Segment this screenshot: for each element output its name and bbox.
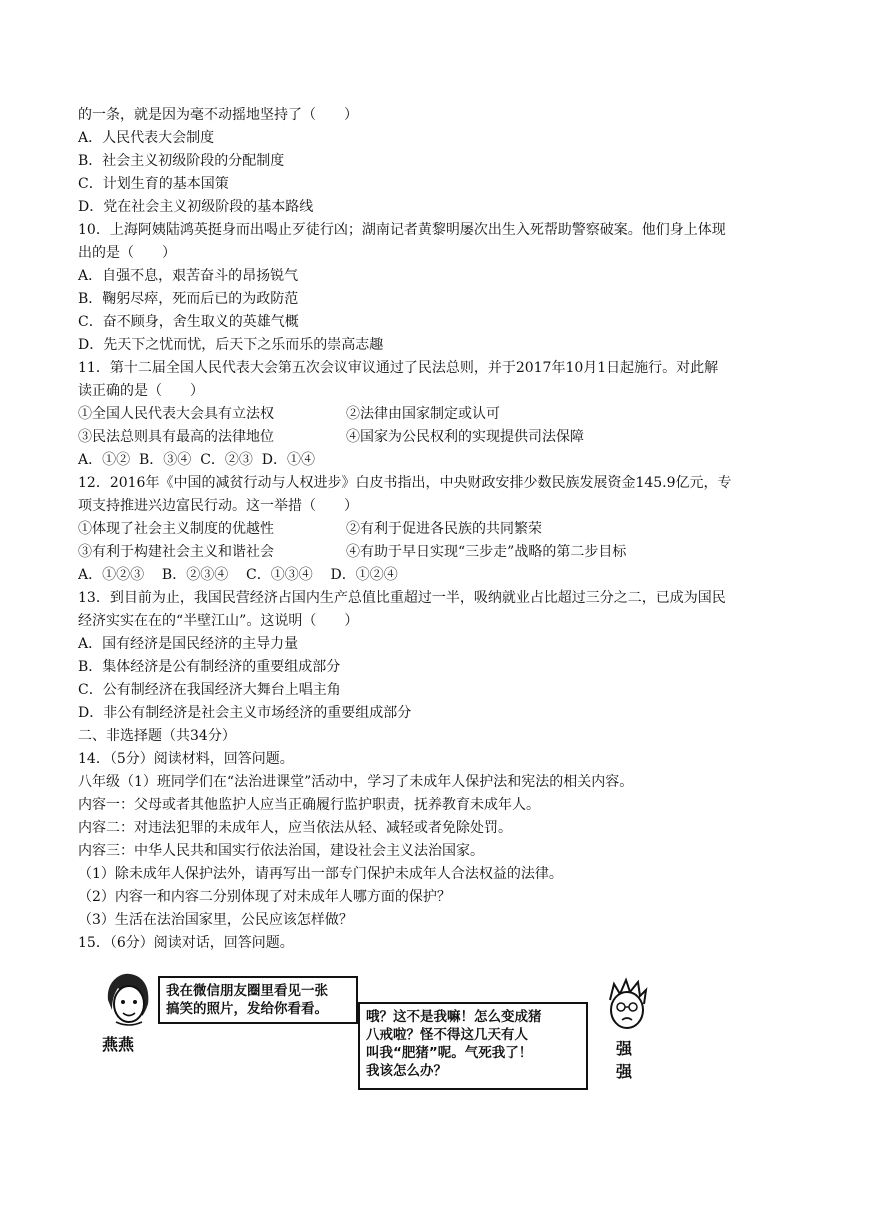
option-line: C．公有制经济在我国经济大舞台上唱主角 — [78, 682, 341, 698]
speaker-left-name: 燕燕 — [102, 1035, 135, 1054]
q12-statement: ④有助于早日实现“三步走”战略的第二步目标 — [346, 544, 627, 560]
option-line: A．人民代表大会制度 — [78, 130, 215, 146]
option-line: B．鞠躬尽瘁，死而后已的为政防范 — [78, 291, 299, 307]
speaker-right-name: 强强 — [616, 1039, 633, 1081]
q11-statements-row — [78, 403, 794, 426]
q11-statement: ①全国人民代表大会具有立法权 — [78, 406, 274, 422]
text-line: 13．到目前为止，我国民营经济占国内生产总值比重超过一半，吸纳就业占比超过三分之二，已成为国民 — [78, 590, 726, 606]
boy-face-icon — [598, 976, 654, 1036]
option-line: D．先天下之忧而忧，后天下之乐而乐的崇高志趣 — [78, 337, 384, 353]
question-11-stem: 11．第十二届全国人民代表大会第五次会议审议通过了民法总则，并于2017年10月1日起施行。对此解 — [78, 360, 719, 376]
question-11-stem-cont: 读正确的是（ ） — [78, 383, 204, 399]
option-line: A．自强不息，艰苦奋斗的昂扬锐气 — [78, 268, 299, 284]
question-10-stem-cont: 出的是（ ） — [78, 245, 176, 261]
question-12-stem: 12．2016年《中国的减贫行动与人权进步》白皮书指出，中央财政安排少数民族发展资金145.9亿元，专 — [78, 475, 732, 491]
bubble-line: 哦？这不是我嘛！怎么变成猪 — [366, 1009, 542, 1025]
q12-choices: A．①②③ B．②③④ C．①③④ D．①②④ — [78, 567, 398, 583]
material-line: 内容三：中华人民共和国实行依法治国，建设社会主义法治国家。 — [78, 843, 484, 859]
q11-statement: ④国家为公民权利的实现提供司法保障 — [346, 429, 584, 445]
question-14-stem: 14．（5分）阅读材料，回答问题。 — [78, 751, 294, 767]
bubble-line: 我该怎么办？ — [366, 1063, 447, 1079]
text-line: 经济实实在在的“半壁江山”。这说明（ ） — [78, 613, 359, 629]
q12-statement: ③有利于构建社会主义和谐社会 — [78, 544, 274, 560]
q11-choices: A．①② B．③④ C．②③ D．①④ — [78, 452, 316, 468]
option-line: D．党在社会主义初级阶段的基本路线 — [78, 199, 314, 215]
option-line: C．奋不顾身，舍生取义的英雄气概 — [78, 314, 299, 330]
option-line: A．国有经济是国民经济的主导力量 — [78, 636, 299, 652]
option-line: C．计划生育的基本国策 — [78, 176, 229, 192]
question-10-stem: 10．上海阿姨陆鸿英挺身而出喝止歹徒行凶；湖南记者黄黎明屡次出生入死帮助警察破案。他们身上体现 — [78, 222, 726, 238]
section-heading: 二、非选择题（共34分） — [78, 728, 236, 744]
q12-statements-row — [78, 541, 794, 564]
q11-statements-row — [78, 426, 794, 449]
option-line: D．非公有制经济是社会主义市场经济的重要组成部分 — [78, 705, 412, 721]
girl-face-icon — [100, 970, 156, 1030]
question-15-stem: 15．（6分）阅读对话，回答问题。 — [78, 935, 294, 951]
sub-question: （2）内容一和内容二分别体现了对未成年人哪方面的保护？ — [78, 889, 451, 905]
q11-statement: ③民法总则具有最高的法律地位 — [78, 429, 274, 445]
comic-dialogue — [96, 964, 633, 1096]
bubble-line: 八戒啦？怪不得这几天有人 — [366, 1027, 528, 1043]
option-line: B．社会主义初级阶段的分配制度 — [78, 153, 285, 169]
material-line: 八年级（1）班同学们在“法治进课堂”活动中，学习了未成年人保护法和宪法的相关内容。 — [78, 774, 634, 790]
speech-bubble-left — [158, 976, 358, 1024]
material-line: 内容二：对违法犯罪的未成年人，应当依法从轻、减轻或者免除处罚。 — [78, 820, 512, 836]
text-line: 的一条，就是因为毫不动摇地坚持了（ ） — [78, 107, 358, 123]
q12-statement: ①体现了社会主义制度的优越性 — [78, 521, 274, 537]
bubble-line: 我在微信朋友圈里看见一张 — [166, 983, 328, 999]
speech-bubble-right — [358, 1002, 588, 1090]
question-12-stem-cont: 项支持推进兴边富民行动。这一举措（ ） — [78, 498, 358, 514]
q12-statement: ②有利于促进各民族的共同繁荣 — [346, 521, 542, 537]
material-line: 内容一：父母或者其他监护人应当正确履行监护职责，抚养教育未成年人。 — [78, 797, 540, 813]
exam-page — [78, 104, 794, 955]
bubble-line: 搞笑的照片，发给你看看。 — [166, 1001, 328, 1017]
sub-question: （3）生活在法治国家里，公民应该怎样做？ — [78, 912, 353, 928]
q11-statement: ②法律由国家制定或认可 — [346, 406, 500, 422]
option-line: B．集体经济是公有制经济的重要组成部分 — [78, 659, 341, 675]
q12-statements-row — [78, 518, 794, 541]
bubble-line: 叫我“肥猪”呢。气死我了！ — [366, 1045, 533, 1061]
sub-question: （1）除未成年人保护法外，请再写出一部专门保护未成年人合法权益的法律。 — [78, 866, 563, 882]
